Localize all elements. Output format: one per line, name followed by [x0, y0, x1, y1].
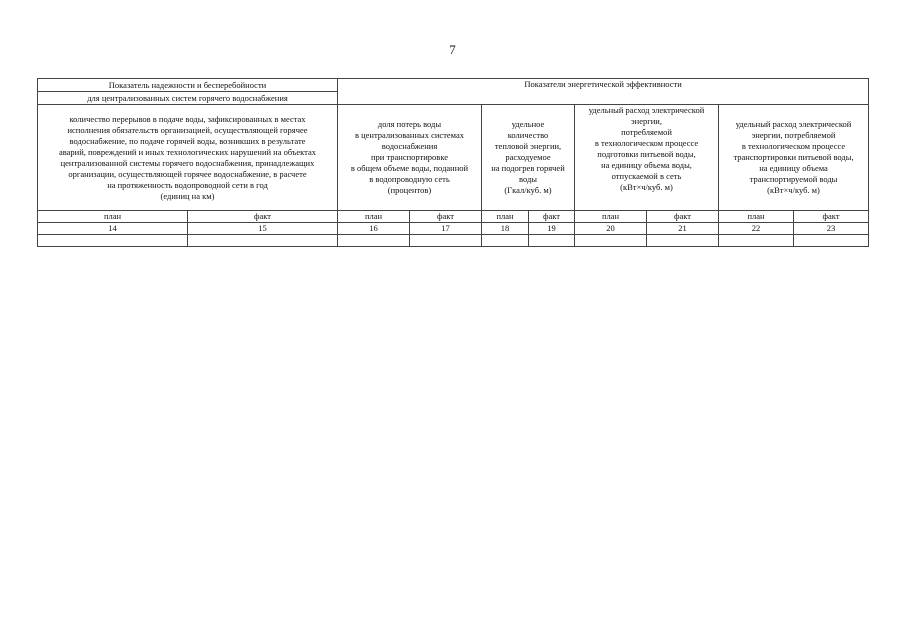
reliability-description: количество перерывов в подаче воды, зафиксированных в местах исполнения обязательств организацией, осуществляющей горячее водоснабжение, по подаче горячей воды, возникших в результате аварий, повреждений и иных технологических нарушений на объектах централизованной системы горячего водоснабжения, принадлежащих организации, осуществляющей горячее водоснабжение, в расчете на протяженность водопроводной сети в год (единиц на км): [38, 105, 338, 211]
plan-fact-cell: план: [482, 211, 529, 223]
data-entry-row: [38, 235, 869, 247]
column-number-cell: 16: [338, 223, 410, 235]
column-number-cell: 22: [719, 223, 794, 235]
column-number-cell: 17: [410, 223, 482, 235]
page-number: 7: [449, 42, 456, 57]
electricity-transport-description: удельный расход электрической энергии, потребляемой в технологическом процессе транспортировки питьевой воды, на единицу объема транспортируемой воды (кВт×ч/куб. м): [719, 105, 869, 211]
column-number-cell: 19: [529, 223, 575, 235]
data-cell: [38, 235, 188, 247]
plan-fact-cell: факт: [188, 211, 338, 223]
column-number-cell: 18: [482, 223, 529, 235]
plan-fact-row: [38, 211, 869, 223]
plan-fact-cell: план: [338, 211, 410, 223]
data-cell: [647, 235, 719, 247]
description-row: [38, 105, 869, 211]
efficiency-header: Показатели энергетической эффективности: [338, 79, 869, 105]
column-number-cell: 23: [794, 223, 869, 235]
data-cell: [188, 235, 338, 247]
plan-fact-cell: факт: [794, 211, 869, 223]
plan-fact-cell: план: [575, 211, 647, 223]
data-cell: [338, 235, 410, 247]
water-loss-description: доля потерь воды в централизованных системах водоснабжения при транспортировке в общем объеме воды, поданной в водопроводную сеть (процентов): [338, 105, 482, 211]
plan-fact-cell: план: [719, 211, 794, 223]
plan-fact-cell: факт: [529, 211, 575, 223]
column-number-cell: 21: [647, 223, 719, 235]
group-header-row: [38, 79, 869, 92]
data-cell: [529, 235, 575, 247]
indicators-table: [37, 78, 869, 247]
data-cell: [410, 235, 482, 247]
data-cell: [719, 235, 794, 247]
column-number-row: [38, 223, 869, 235]
data-cell: [575, 235, 647, 247]
column-number-cell: 14: [38, 223, 188, 235]
electricity-preparation-description: удельный расход электрической энергии, потребляемой в технологическом процессе подготовки питьевой воды, на единицу объема воды, отпускаемой в сеть (кВт×ч/куб. м): [575, 105, 719, 211]
plan-fact-cell: факт: [410, 211, 482, 223]
plan-fact-cell: план: [38, 211, 188, 223]
column-number-cell: 15: [188, 223, 338, 235]
reliability-header: Показатель надежности и бесперебойности: [38, 79, 338, 92]
column-number-cell: 20: [575, 223, 647, 235]
reliability-subheader: для централизованных систем горячего водоснабжения: [38, 92, 338, 105]
data-cell: [794, 235, 869, 247]
heat-energy-description: удельное количество тепловой энергии, расходуемое на подогрев горячей воды (Гкал/куб. м): [482, 105, 575, 211]
plan-fact-cell: факт: [647, 211, 719, 223]
data-cell: [482, 235, 529, 247]
